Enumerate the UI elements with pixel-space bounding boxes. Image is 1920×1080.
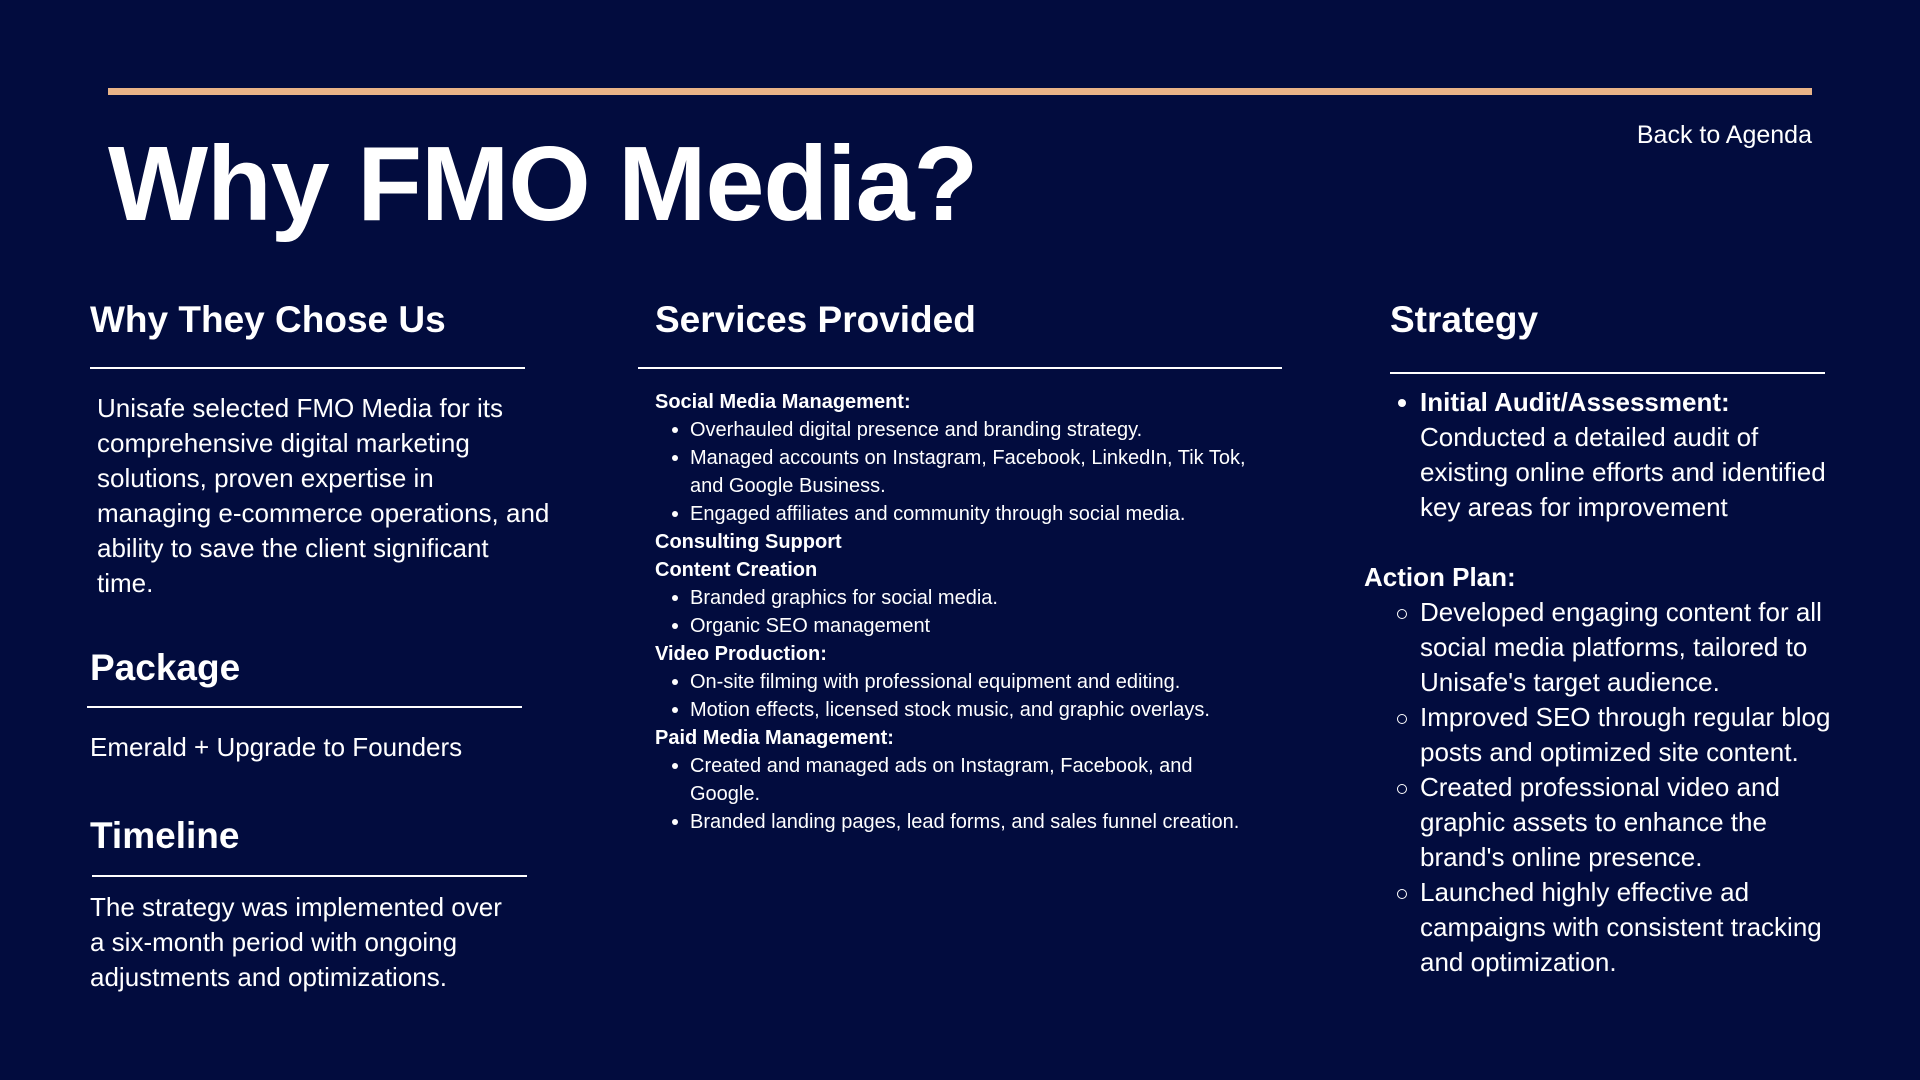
service-item: Branded landing pages, lead forms, and sales funnel creation. [655, 808, 1255, 836]
timeline-divider [92, 875, 527, 877]
action-plan-item: Improved SEO through regular blog posts and optimized site content. [1377, 700, 1847, 770]
package-heading: Package [90, 647, 241, 688]
service-item: Overhauled digital presence and branding strategy. [655, 416, 1255, 444]
package-text: Emerald + Upgrade to Founders [90, 732, 463, 762]
back-to-agenda-link[interactable]: Back to Agenda [1636, 121, 1812, 149]
audit-text: Conducted a detailed audit of existing online efforts and identified key areas for improvement [1420, 422, 1826, 522]
service-item: Organic SEO management [655, 612, 1255, 640]
strategy-divider [1390, 372, 1825, 374]
service-group [655, 640, 1255, 724]
service-group [655, 556, 1255, 640]
service-item: Managed accounts on Instagram, Facebook, LinkedIn, Tik Tok, and Google Business. [655, 444, 1255, 500]
service-category: Consulting Support [655, 531, 842, 553]
service-category: Social Media Management: [655, 391, 911, 413]
timeline-text: The strategy was implemented over a six-month period with ongoing adjustments and optimizations. [90, 892, 502, 992]
action-plan-item: Launched highly effective ad campaigns with consistent tracking and optimization. [1377, 875, 1847, 980]
service-item: Created and managed ads on Instagram, Facebook, and Google. [655, 752, 1255, 808]
audit-label: Initial Audit/Assessment: [1420, 387, 1730, 417]
why-chose-divider [90, 367, 525, 369]
services-divider [638, 367, 1282, 369]
page-title: Why FMO Media? [108, 125, 978, 243]
service-group [655, 388, 1255, 528]
services-heading: Services Provided [655, 299, 976, 340]
audit-item [1377, 385, 1847, 525]
service-group [655, 528, 1255, 556]
service-item: Motion effects, licensed stock music, and graphic overlays. [655, 696, 1255, 724]
strategy-content [1364, 385, 1847, 980]
why-chose-text: Unisafe selected FMO Media for its comprehensive digital marketing solutions, proven expertise in managing e-commerce operations, and ability to save the client significant time. [97, 393, 550, 598]
action-plan-item: Developed engaging content for all social media platforms, tailored to Unisafe's target audience. [1377, 595, 1847, 700]
services-list [655, 388, 1255, 836]
action-plan-title: Action Plan: [1364, 562, 1516, 592]
service-category: Content Creation [655, 559, 818, 581]
strategy-heading: Strategy [1390, 299, 1539, 340]
service-category: Video Production: [655, 643, 827, 665]
why-chose-heading: Why They Chose Us [90, 299, 446, 340]
service-item: Engaged affiliates and community through social media. [655, 500, 1255, 528]
service-item: On-site filming with professional equipment and editing. [655, 668, 1255, 696]
top-accent-rule [108, 88, 1812, 95]
service-category: Paid Media Management: [655, 727, 894, 749]
package-divider [87, 706, 522, 708]
service-group [655, 724, 1255, 836]
service-item: Branded graphics for social media. [655, 584, 1255, 612]
timeline-heading: Timeline [90, 815, 240, 856]
action-plan-item: Created professional video and graphic assets to enhance the brand's online presence. [1377, 770, 1847, 875]
